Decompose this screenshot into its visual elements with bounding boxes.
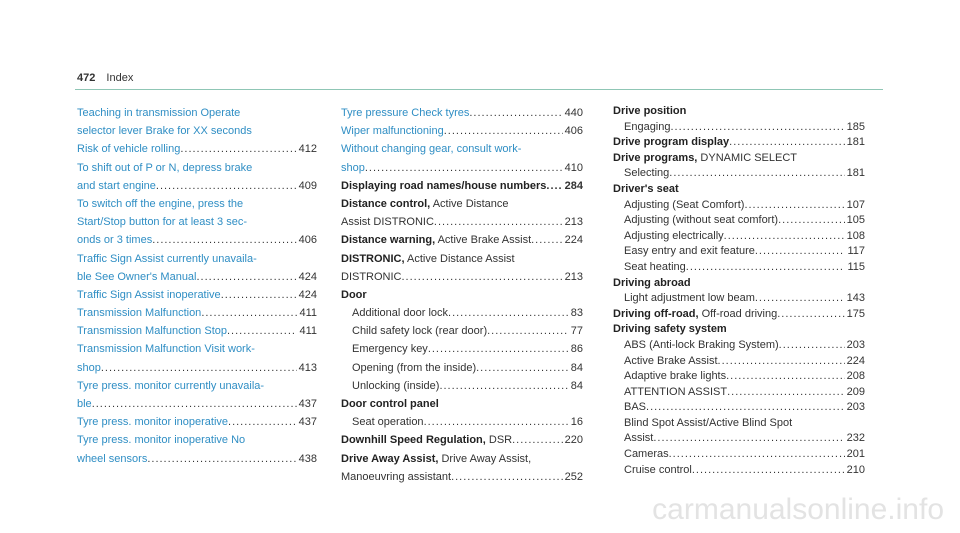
page-reference: 77 — [570, 325, 583, 338]
index-entry-label: BAS — [624, 401, 647, 414]
index-entry-last-line — [77, 286, 317, 304]
index-entry-door — [341, 286, 583, 395]
dot-leader — [197, 268, 297, 286]
page-reference: 143 — [846, 292, 865, 305]
dot-leader — [778, 213, 845, 229]
dot-leader — [671, 120, 845, 136]
message-index-entry-9[interactable] — [77, 413, 317, 431]
index-entry-label: Active Brake Assist — [624, 354, 718, 367]
index-entry-downhill-speed-regulation[interactable]: Downhill Speed Regulation, DSR ..... 220 — [341, 431, 583, 449]
index-subentry[interactable] — [352, 359, 583, 377]
page-reference: 412 — [298, 143, 317, 156]
index-entry-drive-away-assist[interactable]: Drive Away Assist, Drive Away Assist, Manoeuvring assistant ..... 252 — [341, 450, 583, 486]
page-reference: 406 — [564, 125, 583, 138]
dot-leader — [653, 431, 844, 447]
dot-leader — [365, 159, 563, 177]
message-index-entry-2[interactable] — [77, 195, 317, 250]
index-subentry[interactable] — [624, 291, 865, 307]
index-entry-driving-abroad: Driving abroad Light adjustment low beam ..... 143 — [613, 276, 865, 307]
index-entry-last-line — [77, 177, 317, 195]
index-subentry[interactable] — [624, 354, 865, 370]
message-index-entry-col2-1[interactable] — [341, 122, 583, 140]
page-reference: 203 — [846, 401, 865, 414]
index-entry-label: Transmission Malfunction — [77, 307, 202, 320]
index-entry-label: Emergency key — [352, 343, 428, 356]
index-subentry[interactable] — [352, 322, 583, 340]
message-index-entry-1[interactable] — [77, 159, 317, 195]
page-reference: 185 — [846, 120, 865, 133]
dot-leader — [669, 166, 844, 182]
index-entry-label: Engaging — [624, 120, 671, 133]
index-entry-line: selector lever Brake for XX seconds — [77, 125, 252, 138]
page-reference: 86 — [570, 343, 583, 356]
index-entry-last-line — [77, 231, 317, 249]
index-entry-driving-safety-system: Driving safety system ABS (Anti-lock Braking System) ..... 203 Active Brake Assist ..... 224 Adaptive brake lights ..... 208 ATTENTION ASSIST ..... 209 BAS ..... 203 Blind Spot Assist/Active Blind Spot Assist ..... 232 Cameras ..... 201 Cruise control ..... 210 — [613, 322, 865, 478]
index-entry-line: Teaching in transmission Operate — [77, 107, 241, 119]
dot-leader — [221, 286, 297, 304]
index-entry-line: Start/Stop button for at least 3 sec- — [77, 216, 247, 229]
index-entry-label: ATTENTION ASSIST — [624, 385, 728, 398]
dot-leader — [727, 385, 845, 401]
dot-leader — [755, 291, 845, 307]
index-entry-last-line — [341, 159, 583, 177]
index-entry-last-line — [341, 104, 583, 122]
page-reference: 424 — [298, 270, 317, 283]
index-subentry[interactable] — [624, 198, 865, 214]
dot-leader — [201, 304, 297, 322]
page-reference: 411 — [299, 325, 317, 338]
page-reference: 209 — [846, 385, 865, 398]
index-entry-label: Assist — [624, 432, 654, 445]
message-index-entry-6[interactable] — [77, 322, 317, 340]
page-reference: 410 — [564, 161, 583, 174]
index-subentry[interactable] — [352, 304, 583, 322]
index-entry-line: To switch off the engine, press the — [77, 197, 244, 210]
index-subentry[interactable] — [624, 213, 865, 229]
message-index-entry-col2-2[interactable] — [341, 140, 583, 176]
index-entry-label: Adjusting (without seat comfort) — [624, 214, 779, 227]
page-reference: 108 — [846, 229, 865, 242]
dot-leader — [156, 177, 297, 195]
index-entry-label: onds or 3 times — [77, 234, 153, 247]
page-number: 472 — [77, 72, 96, 84]
dot-leader — [147, 450, 296, 468]
message-index-entry-7[interactable] — [77, 340, 317, 376]
index-entry-last-line — [77, 304, 317, 322]
dot-leader — [101, 359, 297, 377]
index-entry-line: To shift out of P or N, depress brake — [77, 161, 253, 174]
index-entry-door-control-panel — [341, 395, 583, 431]
dot-leader — [726, 369, 845, 385]
dot-leader — [724, 229, 845, 245]
dot-leader — [424, 413, 569, 431]
message-index-entry-5[interactable] — [77, 304, 317, 322]
index-entry-label: Selecting — [624, 167, 670, 180]
dot-leader — [444, 122, 563, 140]
dot-leader — [487, 322, 569, 340]
index-subentry[interactable] — [624, 338, 865, 354]
message-index-entry-col2-0[interactable] — [341, 104, 583, 122]
index-subentry[interactable] — [352, 377, 583, 395]
index-entry-last-line — [77, 268, 317, 286]
index-entry-label: Seat operation — [352, 416, 424, 429]
page-reference: 437 — [298, 398, 317, 410]
index-entry-label: Easy entry and exit feature — [624, 245, 755, 258]
dot-leader — [228, 413, 297, 431]
dot-leader — [744, 198, 844, 214]
index-entry-displaying-road-names[interactable]: Displaying road names/house numbers ..... 284 — [341, 177, 583, 195]
dot-leader — [692, 463, 845, 479]
page-reference: 224 — [846, 354, 865, 367]
index-subentry[interactable] — [624, 447, 865, 463]
page-reference: 208 — [846, 370, 865, 383]
index-entry-line: Traffic Sign Assist currently unavaila- — [77, 252, 257, 265]
index-subentry[interactable] — [624, 431, 865, 447]
index-entry-drive-program-display[interactable]: Drive program display ..... 181 — [613, 135, 865, 151]
page-reference: 115 — [847, 260, 865, 273]
index-entry-last-line — [77, 140, 317, 158]
index-entry-label: Unlocking (inside) — [352, 379, 440, 392]
index-entry-driving-off-road[interactable]: Driving off-road, Off-road driving ..... 175 — [613, 307, 865, 323]
index-entry-line: Tyre press. monitor currently unavaila- — [77, 379, 265, 392]
index-entry-drive-position: Drive position Engaging ..... 185 — [613, 104, 865, 135]
index-entry-last-line — [77, 395, 317, 413]
page-reference: 181 — [846, 167, 865, 180]
message-index-entry-8[interactable] — [77, 377, 317, 413]
index-entry-label: shop — [341, 161, 365, 174]
index-subentry[interactable] — [624, 260, 865, 276]
index-entry-label: ABS (Anti-lock Braking System) — [624, 338, 779, 351]
page-reference: 413 — [298, 361, 317, 374]
dot-leader — [448, 304, 569, 322]
index-heading-door-control-panel: Door control panel — [341, 398, 439, 410]
page-reference: 409 — [298, 179, 317, 192]
index-entry-label: shop — [77, 361, 101, 374]
index-entry-label: Child safety lock (rear door) — [352, 325, 488, 338]
page-reference: 406 — [298, 234, 317, 247]
index-entry-distance-warning[interactable]: Distance warning, Active Brake Assist ..... 224 — [341, 231, 583, 249]
index-entry-last-line — [77, 322, 317, 340]
message-index-entry-10[interactable] — [77, 431, 317, 467]
page-reference: 440 — [564, 107, 583, 119]
page-reference: 438 — [298, 452, 317, 465]
index-entry-distronic[interactable]: DISTRONIC, Active Distance Assist DISTRONIC ..... 213 — [341, 250, 583, 286]
index-column-1 — [77, 104, 317, 468]
page-reference: 105 — [846, 214, 865, 227]
index-subentry[interactable] — [352, 340, 583, 358]
index-entry-label: Adjusting (Seat Comfort) — [624, 198, 745, 211]
page-reference: 203 — [846, 338, 865, 351]
dot-leader — [646, 400, 845, 416]
dot-leader — [669, 447, 845, 463]
dot-leader — [718, 354, 845, 370]
index-entry-label: Cameras — [624, 448, 669, 461]
index-subentry[interactable] — [624, 120, 865, 136]
index-entry-last-line — [77, 413, 317, 431]
watermark: carmanualsonline.info — [652, 493, 944, 526]
page-header-title: Index — [106, 72, 134, 84]
index-entry-last-line — [341, 122, 583, 140]
index-entry-label: Risk of vehicle rolling — [77, 143, 181, 156]
page-reference: 84 — [570, 361, 583, 374]
index-entry-drive-programs: Drive programs, DYNAMIC SELECT Selecting ..... 181 — [613, 151, 865, 182]
message-index-entry-3[interactable] — [77, 250, 317, 286]
message-index-entry-4[interactable] — [77, 286, 317, 304]
index-subentry[interactable] — [624, 244, 865, 260]
index-entry-label: and start engine — [77, 179, 156, 192]
page-reference: 437 — [298, 416, 317, 429]
index-entry-label: Transmission Malfunction Stop — [77, 325, 227, 338]
message-index-entry-0[interactable] — [77, 104, 317, 159]
page-reference: 411 — [299, 307, 317, 320]
page-reference: 107 — [846, 198, 865, 211]
index-entry-line: Transmission Malfunction Visit work- — [77, 343, 255, 356]
index-entry-label: Traffic Sign Assist inoperative — [77, 288, 221, 301]
page-reference: 424 — [298, 288, 317, 301]
index-entry-last-line — [77, 450, 317, 468]
dot-leader — [439, 377, 568, 395]
index-entry-label: Cruise control — [624, 463, 692, 476]
dot-leader — [469, 104, 562, 122]
index-column-2 — [341, 104, 583, 486]
index-entry-label: Adjusting electrically — [624, 229, 724, 242]
index-subentry[interactable] — [624, 229, 865, 245]
page-reference: 117 — [847, 245, 865, 258]
index-subentry[interactable] — [624, 166, 865, 182]
index-subentry[interactable] — [624, 369, 865, 385]
dot-leader — [755, 244, 846, 260]
index-entry-label: Tyre pressure Check tyres — [341, 107, 470, 119]
index-entry-label: Seat heating — [624, 260, 686, 273]
index-entry-distance-control[interactable]: Distance control, Active Distance Assist DISTRONIC ..... 213 — [341, 195, 583, 231]
index-subentry[interactable] — [624, 463, 865, 479]
index-entry-line: Tyre press. monitor inoperative No — [77, 434, 246, 447]
page-reference: 201 — [846, 448, 865, 461]
page-reference: 83 — [570, 307, 583, 320]
index-subentry[interactable] — [352, 413, 583, 431]
index-entry-label: Adaptive brake lights — [624, 370, 727, 383]
page-reference: 84 — [570, 379, 583, 392]
header-rule — [75, 89, 883, 90]
index-entry-drivers-seat: Driver's seat Adjusting (Seat Comfort) ..... 107 Adjusting (without seat comfort) ..... 105 Adjusting electrically ..... 108 Easy entry and exit feature ..... 117 Seat heating ..... 115 — [613, 182, 865, 276]
page-reference: 16 — [570, 416, 583, 429]
index-entry-label: Tyre press. monitor inoperative — [77, 416, 229, 429]
index-heading-door: Door — [341, 288, 367, 301]
index-entry-label: ble — [77, 398, 92, 410]
index-subentry[interactable] — [624, 400, 865, 416]
index-entry-last-line — [77, 359, 317, 377]
page-reference: 210 — [846, 463, 865, 476]
dot-leader — [686, 260, 846, 276]
dot-leader — [227, 322, 297, 340]
index-column-3 — [613, 104, 865, 478]
index-entry-label: Light adjustment low beam — [624, 292, 755, 305]
index-entry-label: Wiper malfunctioning — [341, 125, 444, 138]
index-entry-label: Additional door lock — [352, 307, 449, 320]
dot-leader — [152, 231, 296, 249]
dot-leader — [779, 338, 845, 354]
dot-leader — [180, 140, 296, 158]
index-subentry[interactable] — [624, 385, 865, 401]
index-entry-label: Opening (from the inside) — [352, 361, 477, 374]
dot-leader — [92, 395, 297, 413]
dot-leader — [476, 359, 569, 377]
page-header — [77, 72, 133, 84]
index-entry-label: ble See Owner's Manual — [77, 270, 197, 283]
index-entry-label: wheel sensors — [77, 452, 148, 465]
dot-leader — [428, 340, 569, 358]
index-entry-line: Blind Spot Assist/Active Blind Spot — [624, 416, 793, 429]
index-entry-line: Without changing gear, consult work- — [341, 143, 522, 156]
page-reference: 232 — [846, 432, 865, 445]
